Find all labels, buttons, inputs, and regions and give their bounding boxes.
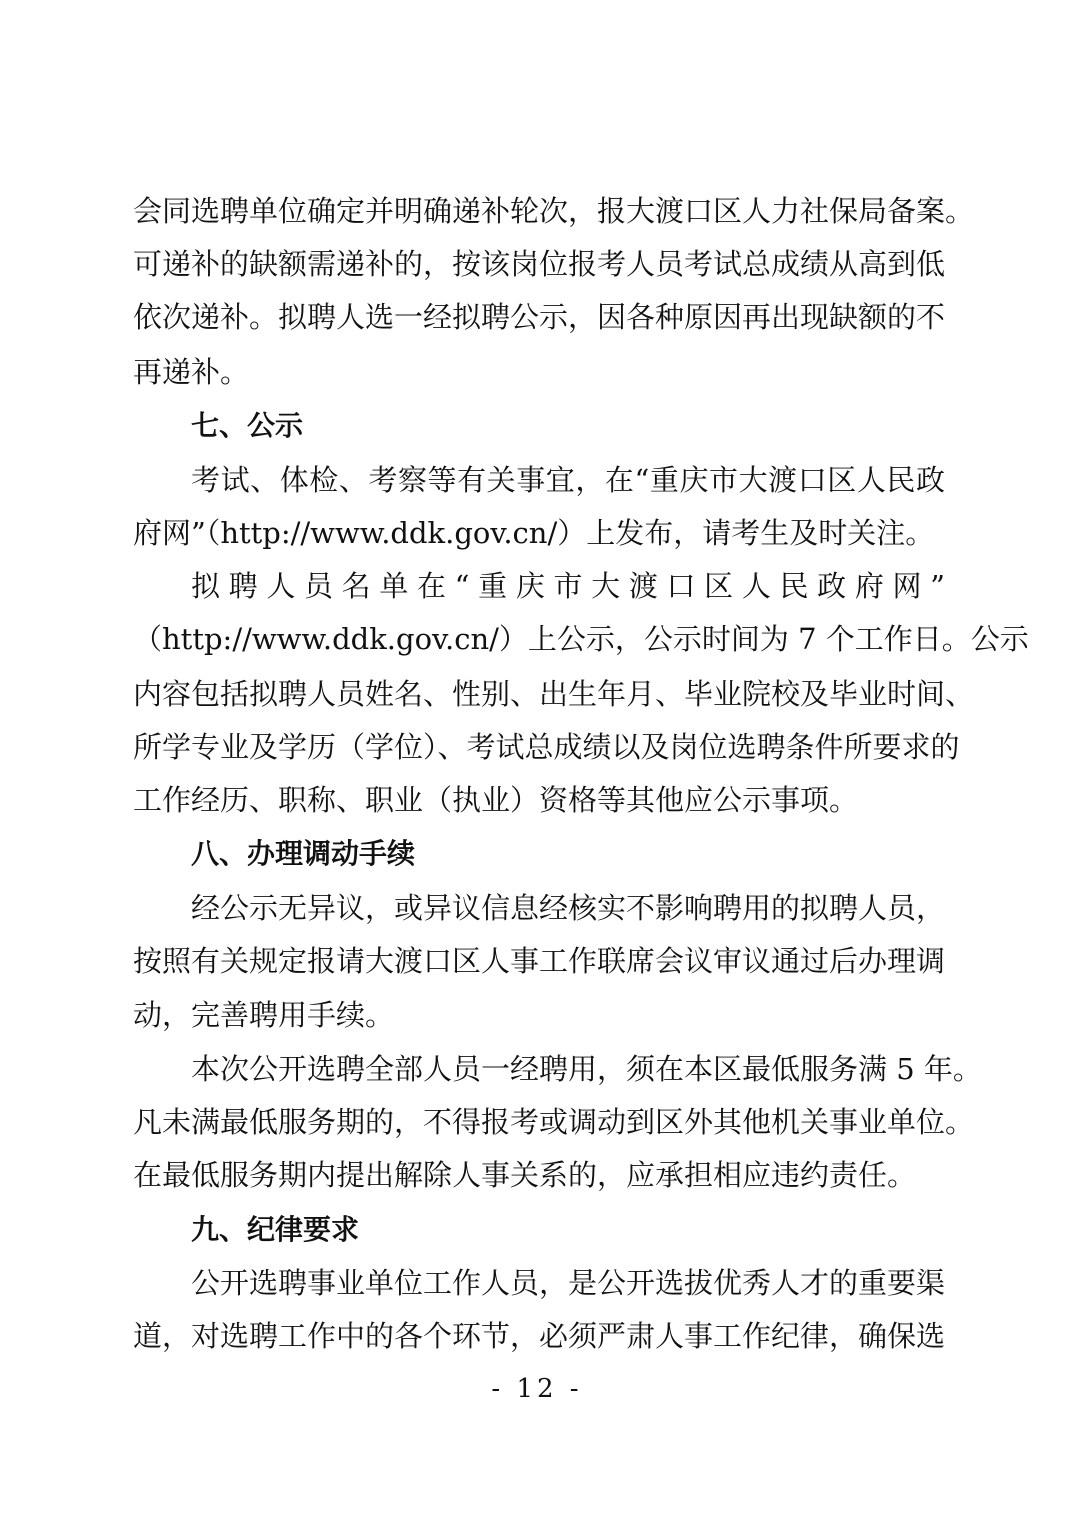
paragraph-line: 在最低服务期内提出解除人事关系的，应承担相应违约责任。 <box>133 1158 917 1192</box>
section-heading-transfer: 八、办理调动手续 <box>191 837 416 870</box>
paragraph-line: 公开选聘事业单位工作人员，是公开选拔优秀人才的重要渠 <box>191 1266 946 1300</box>
section-heading-discipline: 九、纪律要求 <box>191 1213 360 1246</box>
paragraph-line: 再递补。 <box>133 355 250 389</box>
paragraph-line: 凡未满最低服务期的，不得报考或调动到区外其他机关事业单位。 <box>133 1105 975 1139</box>
paragraph-line: 所学专业及学历（学位）、考试总成绩以及岗位选聘条件所要求的 <box>133 730 960 764</box>
paragraph-line: 工作经历、职称、职业（执业）资格等其他应公示事项。 <box>133 783 859 817</box>
paragraph-line: 考试、体检、考察等有关事宜，在“重庆市大渡口区人民政 <box>191 463 945 497</box>
paragraph-line: 拟聘人员名单在“重庆市大渡口区人民政府网” <box>191 569 945 603</box>
paragraph-line: 动，完善聘用手续。 <box>133 998 395 1032</box>
paragraph-line: 府网”（http://www.ddk.gov.cn/）上发布，请考生及时关注。 <box>133 516 935 550</box>
paragraph-line: 本次公开选聘全部人员一经聘用，须在本区最低服务满 5 年。 <box>191 1052 982 1086</box>
section-heading-publicity: 七、公示 <box>191 409 304 442</box>
paragraph-line: 经公示无异议，或异议信息经核实不影响聘用的拟聘人员， <box>191 891 946 925</box>
paragraph-line: 可递补的缺额需递补的，按该岗位报考人员考试总成绩从高到低 <box>133 247 946 281</box>
paragraph-line: 道，对选聘工作中的各个环节，必须严肃人事工作纪律，确保选 <box>133 1319 946 1353</box>
paragraph-line: 按照有关规定报请大渡口区人事工作联席会议审议通过后办理调 <box>133 944 946 978</box>
paragraph-line: （http://www.ddk.gov.cn/）上公示，公示时间为 7 个工作日。公示 <box>133 622 1029 656</box>
paragraph-line: 会同选聘单位确定并明确递补轮次，报大渡口区人力社保局备案。 <box>133 194 975 228</box>
page-number: - 12 - <box>491 1374 583 1404</box>
paragraph-line: 依次递补。拟聘人选一经拟聘公示，因各种原因再出现缺额的不 <box>133 300 946 334</box>
paragraph-line: 内容包括拟聘人员姓名、性别、出生年月、毕业院校及毕业时间、 <box>133 677 975 711</box>
